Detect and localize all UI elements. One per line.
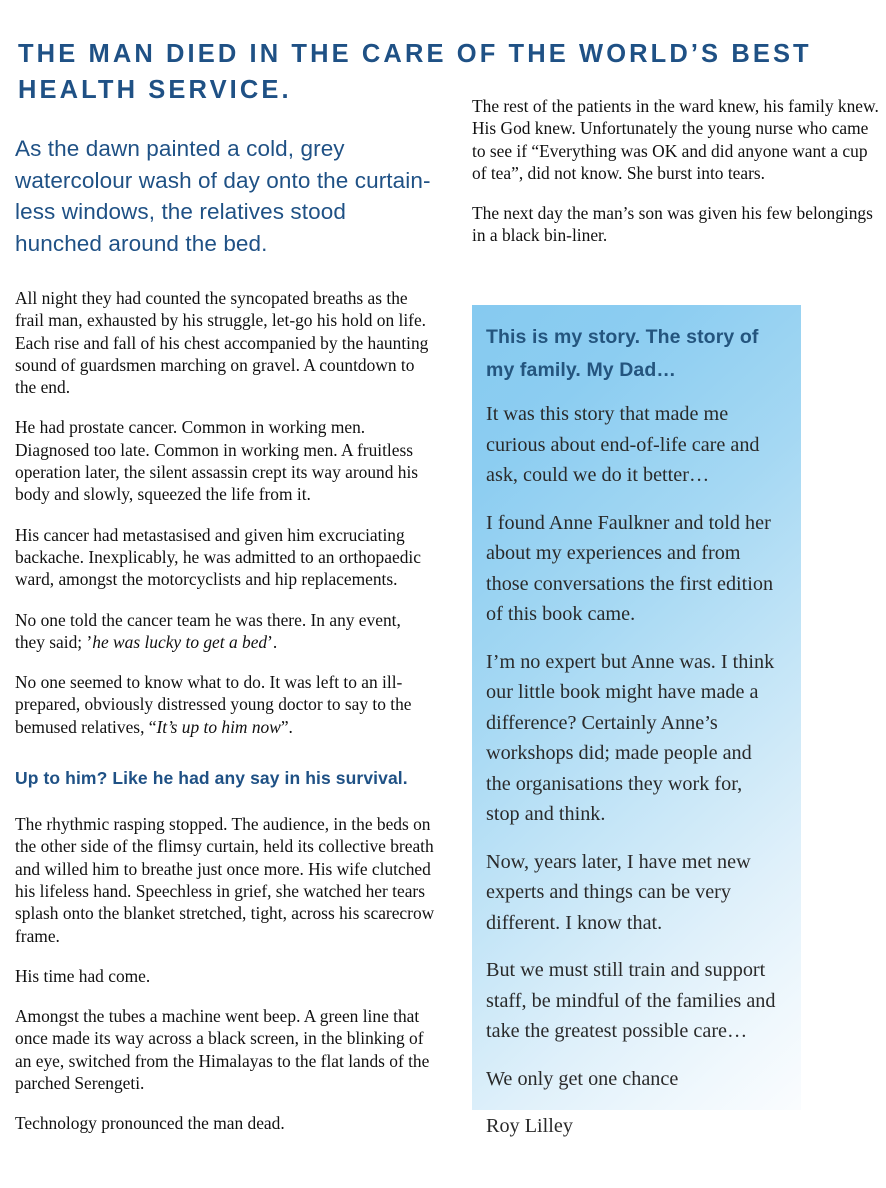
callout-paragraph: I found Anne Faulkner and told her about my experiences and from those conversations the first edition of this book came.: [486, 511, 774, 625]
paragraph-with-quote: [15, 609, 435, 654]
page-headline: THE MAN DIED IN THE CARE OF THE WORLD’S BEST HEALTH SERVICE.: [18, 40, 812, 104]
callout-paragraph: We only get one chance: [486, 1067, 679, 1090]
story-callout-box: [472, 305, 801, 1137]
right-column: [472, 95, 880, 247]
paragraph: The next day the man’s son was given his few belongings in a black bin-liner.: [472, 203, 873, 246]
quote-trail: ’.: [267, 631, 278, 652]
left-column: [15, 133, 435, 1135]
paragraph: Amongst the tubes a machine went beep. A green line that once made its way across a black screen, in the blinking of an eye, switched from the Himalayas to the flat lands of the parched Serengeti.: [15, 1006, 430, 1094]
quoted-phrase: It’s up to him now: [156, 716, 281, 737]
quote-trail: ”.: [280, 716, 293, 737]
callout-paragraph: I’m no expert but Anne was. I think our little book might have made a difference? Certainly Anne’s workshops did; made people and the organisations they work for, stop and think.: [486, 650, 775, 825]
paragraph: The rhythmic rasping stopped. The audience, in the beds on the other side of the flimsy curtain, held its collective breath and willed him to breathe just once more. His wife clutched his lifeless hand. Speechless in grief, she watched her tears splash onto the blanket stretched, tight, across his scarecrow frame.: [15, 814, 435, 946]
callout-paragraph: But we must still train and support staff, be mindful of the families and take the greatest possible care…: [486, 959, 776, 1042]
callout-signature: Roy Lilley: [486, 1115, 573, 1137]
paragraph-with-quote: [15, 671, 435, 738]
quoted-phrase: he was lucky to get a bed: [92, 631, 268, 652]
paragraph: Technology pronounced the man dead.: [15, 1113, 285, 1134]
intro-deck: As the dawn painted a cold, grey watercolour wash of day onto the curtain-less windows, the relatives stood hunched around the bed.: [15, 136, 431, 256]
callout-paragraph: It was this story that made me curious about end-of-life care and ask, could we do it better…: [486, 403, 760, 486]
callout-paragraph: Now, years later, I have met new experts and things can be very different. I know that.: [486, 850, 751, 934]
quote-lead-in: No one told the cancer team he was there. In any event, they said; ’: [15, 609, 401, 652]
callout-heading: This is my story. The story of my family. My Dad…: [486, 326, 759, 381]
paragraph: All night they had counted the syncopated breaths as the frail man, exhausted by his struggle, let-go his hold on life. Each rise and fall of his chest accompanied by the haunting sound of guardsmen marching on gravel. A countdown to the end.: [15, 288, 429, 398]
paragraph: His cancer had metastasised and given him excruciating backache. Inexplicably, he was admitted to an orthopaedic ward, amongst the motorcyclists and hip replacements.: [15, 524, 421, 590]
paragraph: His time had come.: [15, 965, 151, 986]
paragraph: He had prostate cancer. Common in working men. Diagnosed too late. Common in working men. A fruitless operation later, the silent assassin crept its way around his body and slowly, squeezed the life from it.: [15, 417, 419, 505]
section-subheading: Up to him? Like he had any say in his survival.: [15, 768, 408, 789]
paragraph: The rest of the patients in the ward knew, his family knew. His God knew. Unfortunately the young nurse who came to see if “Everything was OK and did anyone want a cup of tea”, did not know. She burst into tears.: [472, 96, 879, 183]
quote-lead-in: No one seemed to know what to do. It was left to an ill-prepared, obviously distressed young doctor to say to the bemused relatives, “: [15, 672, 412, 737]
